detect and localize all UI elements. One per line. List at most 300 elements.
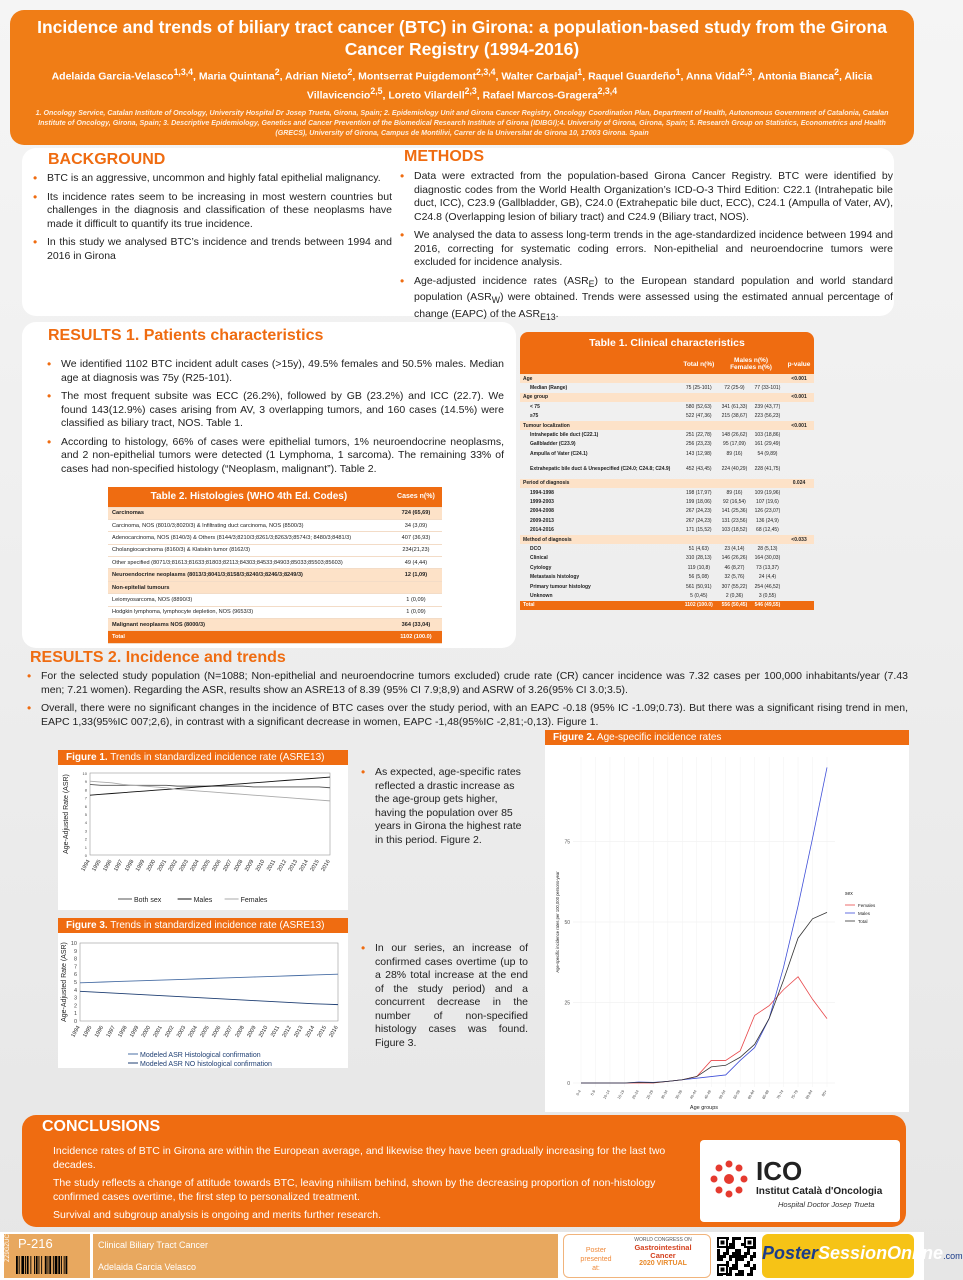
x-tick-label: 1997 [113,859,125,873]
table-cell: 556 (50,45) [718,601,751,610]
table-cell: 107 (19,6) [756,498,779,505]
footer-category: Clinical Biliary Tract Cancer [98,1240,209,1250]
table-row [108,532,442,544]
table-row [520,383,814,392]
table-cell: 452 (43,45) [686,465,712,472]
ico-fullname: Institut Català d'Oncologia [756,1186,883,1197]
table-row [520,582,814,591]
y-tick-label: 25 [564,1000,570,1007]
x-tick-label: 40-44 [689,1089,698,1100]
qr-finder [721,1268,725,1272]
footer-author: Adelaida Garcia Velasco [98,1262,197,1272]
table1-header-pvalue: p-value [787,360,811,368]
y-tick-label: 1 [73,1011,77,1018]
table-cell: 109 (19,96) [754,489,781,496]
qr-module [735,1273,738,1276]
y-tick-label: 0 [73,1019,77,1025]
barcode-bar [36,1256,38,1274]
footer-presented: Poster presented at: [580,1247,612,1272]
barcode-bar [41,1256,42,1274]
x-tick-label: 2015 [309,859,321,873]
table-cell: 23 (4,14) [724,545,745,552]
table-cell: <0.033 [784,535,814,544]
table-cell: 2014-2016 [530,527,554,534]
barcode-bar [55,1256,58,1274]
y-tick-label: 10 [82,771,87,776]
qr-module [747,1261,750,1264]
table-cell: 267 (24,23) [686,508,712,515]
results1-heading: RESULTS 1. Patients characteristics [48,327,324,344]
table-cell: Carcinomas [108,507,390,519]
y-tick-label: 8 [84,787,87,793]
qr-module [729,1267,732,1270]
table2-title: Table 2. Histologies (WHO 4th Ed. Codes) [108,487,390,507]
x-tick-label: 2016 [320,859,332,873]
qr-module [741,1255,744,1258]
y-axis-label: Age-Adjusted Rate (ASR) [61,942,68,1022]
qr-module [750,1267,753,1270]
table-cell [751,479,784,488]
barcode-bar [34,1256,35,1274]
methods-heading: METHODS [404,148,484,165]
qr-module [729,1273,732,1276]
table-cell [680,421,718,430]
barcode-bar [19,1256,20,1274]
y-tick-label: 6 [73,972,77,979]
x-tick-label: 1997 [105,1025,117,1039]
postersession-logo[interactable]: PosterSessionOnline.com [762,1234,914,1278]
table-cell: 5 (0,45) [690,592,708,599]
qr-module [726,1261,729,1264]
table-row [108,631,442,643]
x-tick-label: 2004 [187,1025,200,1039]
qr-module [741,1258,744,1261]
table-cell: Age group [520,393,680,402]
y-tick-label: 10 [70,941,77,947]
qr-module [717,1252,720,1255]
table-cell: Method of diagnosis [520,535,680,544]
qr-module [753,1255,756,1258]
poster-header [10,10,914,145]
list-item: • In this study we analysed BTC’s incidence and trends between 1994 and 2016 in Girona [30,236,392,263]
figure1 [58,750,348,910]
table-cell: Carcinoma, NOS (8010/3;8020/3) & Infiltrating duct carcinoma, NOS (8500/3) [108,519,390,531]
qr-module [720,1258,723,1261]
x-tick-label: 2013 [293,1025,305,1039]
x-tick-label: 1995 [91,859,103,873]
table-row [520,535,814,544]
conclusions-list [36,1145,698,1228]
x-tick-label: 2010 [254,859,267,873]
list-item: • Age-adjusted incidence rates $(ASR_E)$ to the European standard population and world standard population $(ASR_W)$ were obtained. Trends were assessed using the estimated annual percentage of change (EAPC) of the $ASR_{E13}$. [397,275,893,325]
list-item: • We identified 1102 BTC incident adult cases (>15y), 49.5% females and 50.5% males. Median age at diagnosis was 75y (R25-101). [44,358,504,385]
table-cell: 131 (23,56) [721,517,748,524]
table-cell [784,525,814,534]
list-item: • The study reflects a change of attitude towards BTC, leaving nihilism behind, shown by the decreasing proportion of non-histology confirmed cases overtime, the first step to personalized treatment. [36,1177,698,1204]
qr-module [744,1252,747,1255]
table-cell [751,421,784,430]
table-row [108,557,442,569]
table-row [108,544,442,556]
figure1-caption [358,766,528,852]
x-tick-label: 65-69 [761,1089,770,1100]
table-row [520,412,814,421]
table-row [108,594,442,606]
plot-area [80,943,338,1021]
figure1-title: Figure 1. Trends in standardized incidence rate (ASRE13) [58,750,348,765]
list-item: • Incidence rates of BTC in Girona are within the European average, and likewise they have been gradually increasing for the last two decades. [36,1145,698,1172]
methods-list [397,170,893,329]
table-cell: 1994-1998 [530,489,554,496]
table2-column-header: Cases n(%) [390,487,442,507]
x-tick-label: 2001 [156,859,169,873]
x-tick-label: 2012 [276,859,289,873]
qr-module [729,1258,732,1261]
table-cell: 561 (50,91) [686,583,712,590]
y-tick-label: 3 [73,995,77,1002]
qr-module [738,1258,741,1261]
table-cell: 198 (17,97) [686,489,712,496]
qr-module [729,1246,732,1249]
table-cell: < 75 [530,403,540,410]
table-cell: 2009-2013 [530,517,554,524]
table-cell [784,402,814,411]
x-tick-label: 0-4 [575,1089,582,1097]
list-item: • We analysed the data to assess long-term trends in the age-standardized incidence between 1994 and 2016, correcting for systematic coding errors. Non-epithelial and neuroendocrine tumors were excluded for incidence analysis. [397,229,893,270]
x-tick-label: 2009 [246,1025,258,1039]
table-cell [784,430,814,439]
table-cell: 407 (36,93) [390,532,442,544]
table-cell: 103 (18,52) [721,527,748,534]
table-cell [784,412,814,421]
table-cell: 307 (55,22) [721,583,748,590]
table-row [520,374,814,383]
table-cell: 49 (4,44) [390,557,442,569]
x-tick-label: 2013 [287,859,300,873]
x-tick-label: 1999 [134,859,147,873]
barcode-bar [45,1256,47,1274]
poster-title: Incidence and trends of biliary tract cancer (BTC) in Girona: a population-based study from the Girona Cancer Registry (1994-2016) [37,17,887,59]
ico-subname: Hospital Doctor Josep Trueta [778,1200,875,1209]
table-cell: 34 (3,09) [390,519,442,531]
barcode-bar [64,1256,65,1274]
table-cell: 24 (4,4) [758,574,777,581]
x-tick-label: 2006 [211,859,223,873]
table-cell: 95 (17,09) [723,441,746,448]
table-cell: Intrahepatic bile duct (C22.1) [530,432,599,439]
table-cell [680,479,718,488]
x-tick-label: 45-49 [703,1089,713,1100]
table-row [520,430,814,439]
table-row [520,516,814,525]
table-cell: Leiomyosarcoma, NOS (8890/3) [108,594,390,606]
table-cell [718,535,751,544]
y-axis-label: Age-specific incidence rates per 100,000 persons-year [555,871,560,973]
qr-module [747,1249,750,1252]
x-tick-label: 55-59 [732,1089,742,1100]
barcode-bar [25,1256,26,1274]
x-tick-label: 2001 [152,1025,164,1039]
table-row [108,569,442,581]
conclusions-heading: CONCLUSIONS [42,1118,161,1135]
table-cell [680,374,718,383]
list-item: • Survival and subgroup analysis is ongoing and merits further research. [36,1209,698,1223]
table-cell: 580 (52,63) [686,403,712,410]
table-cell: 126 (23,07) [754,508,781,515]
qr-module [741,1243,744,1246]
x-tick-label: 70-74 [776,1089,785,1100]
table-cell: Total [520,601,680,610]
table-cell: 54 (9,89) [757,450,778,457]
y-tick-label: 5 [84,812,87,817]
qr-module [738,1249,741,1252]
table-cell: Gallbladder (C23.9) [530,441,576,448]
qr-code-icon [716,1236,756,1276]
x-tick-label: 2008 [234,1025,246,1039]
y-tick-label: 7 [73,964,77,971]
x-tick-label: 1999 [129,1025,141,1039]
qr-module [738,1255,741,1258]
footer-poster-code: P-216 [18,1236,53,1251]
barcode-bar [48,1256,49,1274]
table1 [520,332,814,610]
x-tick-label: 2011 [266,859,278,873]
x-tick-label: 1998 [117,1025,129,1039]
table-cell: 89 (16) [726,450,743,457]
x-tick-label: 2014 [304,1025,317,1039]
y-tick-label: 2 [84,836,87,842]
figure2 [545,730,909,1112]
list-item: • BTC is an aggressive, uncommon and highly fatal epithelial malignancy. [30,172,392,186]
table-cell: 148 (26,62) [721,432,748,439]
x-tick-label: 2005 [199,1025,211,1039]
table-row [520,601,814,610]
table-cell: Unknown [530,592,553,599]
qr-module [720,1255,723,1258]
table-cell [784,440,814,449]
barcode-bar [16,1256,18,1274]
table-cell [784,582,814,591]
y-tick-label: 9 [84,779,87,785]
table-cell: 0.024 [784,479,814,488]
qr-module [750,1258,753,1261]
table-cell: 228 (41,75) [754,465,781,472]
qr-module [735,1258,738,1261]
y-tick-label: 6 [84,803,87,809]
table-row [520,525,814,534]
y-tick-label: 0 [84,853,87,858]
list-item: • The most frequent subsite was ECC (26.2%), followed by GB (23.2%) and ICC (22.7). We found 143(12.9%) cases arising from AV, 3 overlapping tumors, and 160 cases (14.5%) were classified as biliary tract, NOS. Table 1. [44,390,504,431]
qr-module [732,1252,735,1255]
table-cell [680,535,718,544]
qr-module [717,1249,720,1252]
table-cell: Extrahepatic bile duct & Unespecified (C24.0; C24.8; C24.9) [530,465,671,472]
qr-module [753,1264,756,1267]
table-cell: 2004-2008 [530,508,554,515]
qr-module [732,1240,735,1243]
table-cell: Malignant neoplasms NOS (8000/3) [108,619,390,631]
table-cell [680,393,718,402]
qr-module [744,1255,747,1258]
table-cell [784,516,814,525]
table-row [520,497,814,506]
table-row [108,519,442,531]
x-tick-label: 2016 [328,1025,340,1039]
x-tick-label: 2006 [211,1025,223,1039]
x-tick-label: 2004 [189,859,201,873]
ico-logo [708,1152,892,1216]
table-cell: 2 (0,36) [725,592,744,599]
x-tick-label: 15-19 [616,1089,626,1100]
x-tick-label: 10-14 [602,1089,611,1100]
table-cell: Age [520,374,680,383]
barcode-bar [49,1256,51,1274]
results2-list [24,670,908,734]
x-tick-label: 2007 [222,859,234,873]
barcode-bar [27,1256,29,1274]
x-axis-label: Age groups [689,1105,719,1111]
qr-module [747,1252,750,1255]
figure2-chart [545,745,909,1112]
y-tick-label: 2 [73,1003,77,1010]
y-tick-label: 1 [84,844,87,850]
x-tick-label: 50-54 [718,1089,727,1100]
table-cell: 141 (25,36) [721,508,748,515]
x-tick-label: 1998 [124,859,136,873]
barcode-bar [66,1256,68,1274]
x-tick-label: 60-64 [747,1089,756,1100]
table-cell: 171 (15,52) [686,527,712,534]
qr-module [738,1270,741,1273]
x-tick-label: 2012 [281,1025,293,1039]
x-tick-label: 85+ [821,1089,828,1098]
table-cell: 164 (30,03) [754,555,781,562]
qr-module [717,1255,720,1258]
qr-module [738,1273,741,1276]
qr-module [750,1270,753,1273]
background-heading: BACKGROUND [48,151,166,168]
table-row [520,488,814,497]
results2-heading: RESULTS 2. Incidence and trends [30,649,286,666]
qr-module [732,1243,735,1246]
table-cell: 1102 (100.0) [390,631,442,643]
x-tick-label: 35-39 [674,1089,684,1100]
table-cell [784,601,814,610]
table1-header-total: Total n(%) [683,360,715,368]
table-cell: 1999-2003 [530,498,554,505]
list-item: • Overall, there were no significant changes in the incidence of BTC cases over the study period, with an EAPC -0.18 (95% IC -1.09;0.73). But there was a significant rising trend in men, EAPC 1,33(95%IC 007;2,6), in contrast with a significant decrease in women, EAPC -1,48(95%IC -2,81;-0,13). Figure 1. [24,702,908,729]
barcode-bar [39,1256,40,1274]
table-row [520,393,814,402]
table-cell: 522 (47,36) [686,413,712,420]
table-cell: Total [108,631,390,643]
legend-label: Females [240,897,268,904]
table-row [520,563,814,572]
table-cell: Cytology [530,564,552,571]
table-cell: Primary tumour histology [530,583,591,590]
figure2-title: Figure 2. Age-specific incidence rates [545,730,909,745]
table-cell [784,488,814,497]
qr-module [729,1270,732,1273]
table1-title: Table 1. Clinical characteristics [520,332,814,354]
x-tick-label: 2011 [269,1025,282,1039]
y-tick-label: 50 [564,920,570,926]
legend-label: Modeled ASR NO histological confirmation [140,1061,272,1068]
table-cell: 143 (12,98) [686,450,712,457]
table-cell [751,374,784,383]
table-cell: 89 (16) [726,489,743,496]
y-tick-label: 4 [84,820,87,826]
table-cell: 68 (12,45) [756,527,779,534]
legend-label: Modeled ASR Histological confirmation [140,1052,261,1059]
table-cell: 215 (38,67) [721,413,748,420]
table-cell [784,383,814,392]
x-tick-label: 20-24 [631,1089,640,1100]
x-tick-label: 2009 [244,859,256,873]
x-tick-label: 2014 [298,859,310,873]
x-tick-label: 2000 [145,859,158,873]
table-cell [718,393,751,402]
qr-module [732,1246,735,1249]
table-row [520,572,814,581]
table-row [108,606,442,618]
qr-module [741,1273,744,1276]
qr-module [717,1258,720,1261]
table-cell: 103 (18,86) [754,432,781,439]
table-cell: Metastasis histology [530,574,580,581]
x-tick-label: 2015 [316,1025,329,1039]
qr-module [753,1252,756,1255]
table-row [108,581,442,593]
x-tick-label: 25-29 [645,1089,655,1100]
table-cell: 256 (23,23) [686,441,712,448]
qr-module [732,1255,735,1258]
table-cell: 199 (18,06) [686,498,712,505]
barcode-bar [61,1256,62,1274]
figure3-caption [358,942,528,1055]
x-tick-label: 80-84 [805,1089,814,1100]
qr-module [723,1255,726,1258]
table-cell: 223 (56,23) [754,413,781,420]
y-tick-label: 0 [567,1081,570,1087]
qr-module [744,1264,747,1267]
table-cell: Ampulla of Vater (C24.1) [530,450,588,457]
qr-module [735,1249,738,1252]
table-cell: 251 (22,78) [686,432,712,439]
table-cell: Period of diagnosis [520,479,680,488]
list-item: • In our series, an increase of confirmed cases overtime (up to a 28% total increase at the end of the study period) and a concurrent decrease in the number of non-specified histology cases was found. Figure 3. [358,942,528,1050]
qr-module [729,1243,732,1246]
qr-module [732,1237,735,1240]
ico-wordmark: ICO [756,1156,803,1186]
x-tick-label: 30-34 [660,1089,669,1100]
table-row [520,479,814,488]
table-cell: 77 (33-101) [754,385,781,392]
legend-title: sex [845,891,853,897]
table-cell: 75 (25-101) [685,385,712,392]
barcode-bar [53,1256,54,1274]
figure3-title: Figure 3. Trends in standardized incidence rate (ASRE13) [58,918,348,933]
x-tick-label: 2008 [233,859,245,873]
background-list [30,172,392,268]
table-cell [784,563,814,572]
x-tick-label: 1995 [82,1025,94,1039]
y-tick-label: 75 [564,839,570,846]
table-cell: 119 (10,8) [687,564,710,571]
ico-emblem-icon [708,1158,750,1200]
table-row [520,440,814,449]
y-tick-label: 3 [84,828,87,834]
